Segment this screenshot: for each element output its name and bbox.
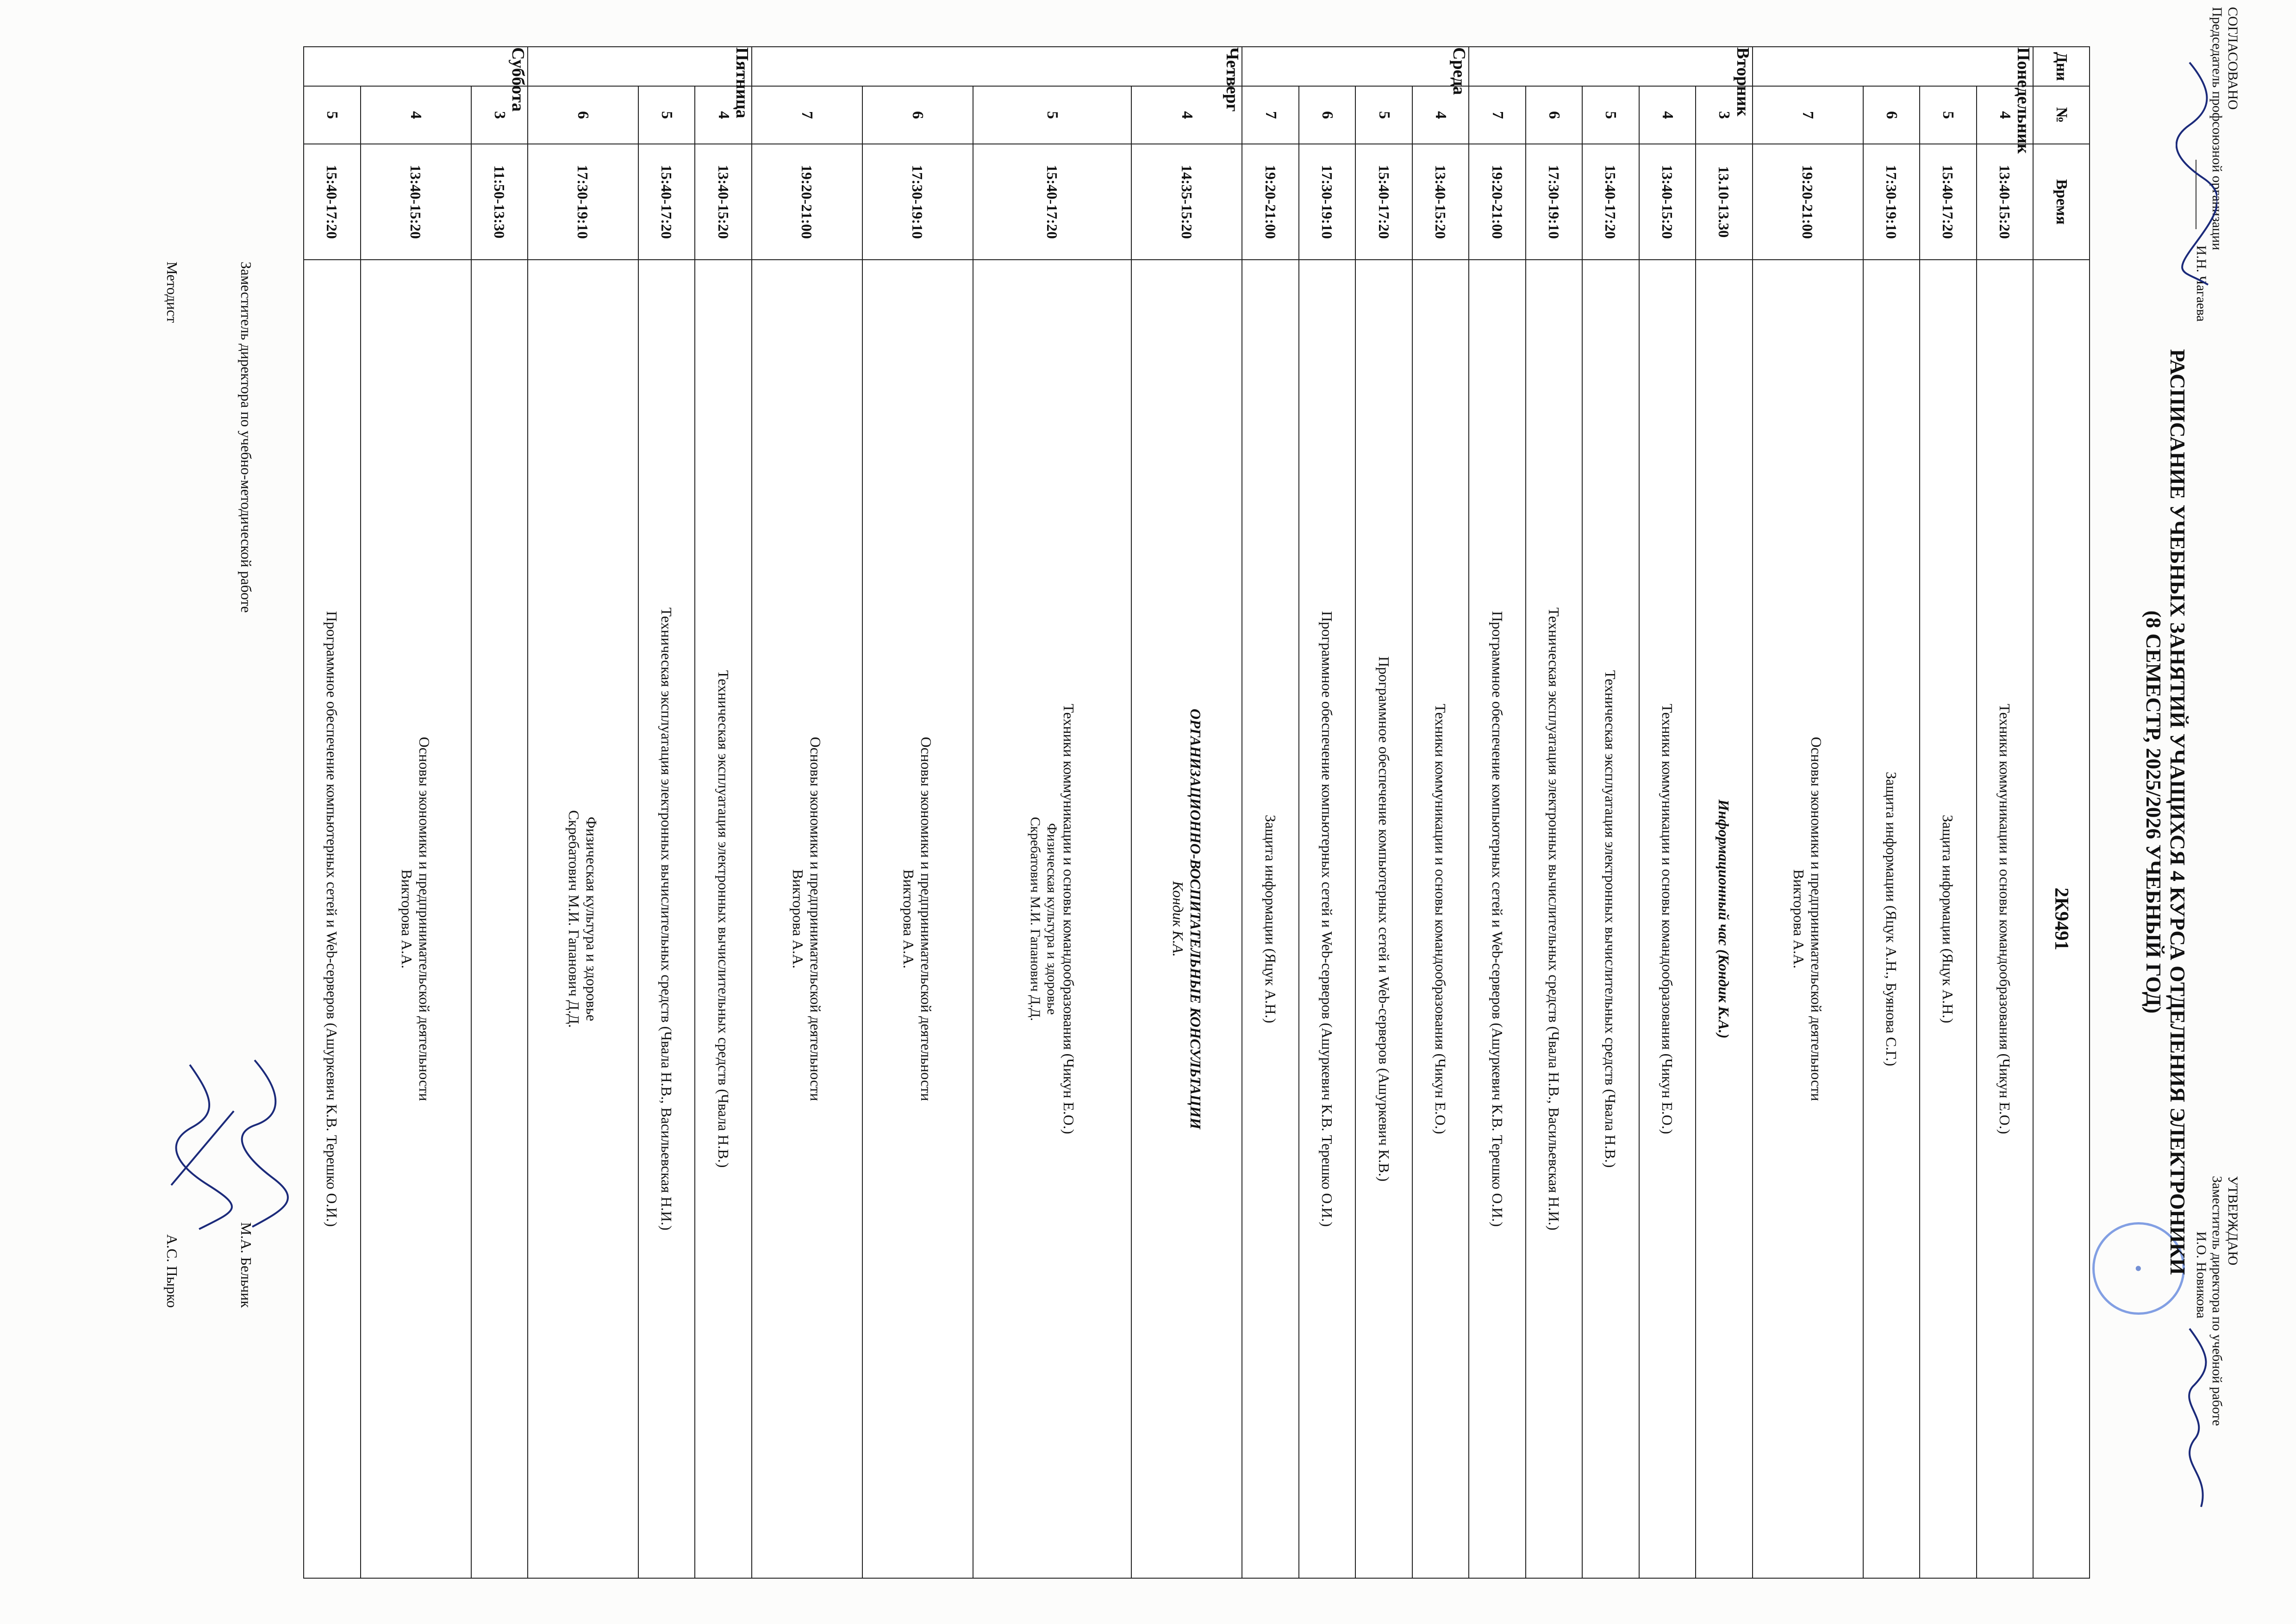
- day-tuesday: Вторник: [1469, 47, 1752, 86]
- lesson-subject: Техническая эксплуатация электронных вычислительных средств (Чвала Н.В., Васильевская Н.И.): [1526, 260, 1582, 1578]
- lesson-number: 4: [1639, 86, 1696, 144]
- lesson-subject-with-teacher: [361, 260, 471, 1578]
- right-approval-name: И.О. Новикова: [2194, 1231, 2209, 1318]
- bottom-signatures: [157, 1042, 292, 1236]
- day-friday: Пятница: [528, 47, 752, 86]
- table-row: [1469, 47, 1525, 1578]
- deputy-role: Заместитель директора по учебно-методической работе: [238, 262, 255, 613]
- schedule-title: [2141, 0, 2190, 1624]
- lesson-time: 15:40-17:20: [638, 144, 695, 260]
- right-approval-title: УТВЕРЖДАЮ: [2225, 1176, 2240, 1266]
- table-row: [1582, 47, 1639, 1578]
- lesson-time: 13:40-15:20: [361, 144, 471, 260]
- table-row: [361, 47, 471, 1578]
- lesson-time: 19:20-21:00: [1469, 144, 1525, 260]
- lesson-subject: Программное обеспечение компьютерных сетей и Web-серверов (Ашуркевич К.В. Терешко О.И.): [1469, 260, 1525, 1578]
- lesson-number: 5: [1920, 86, 1976, 144]
- right-approval: [2193, 1176, 2240, 1616]
- subject-alternate: Физическая культура и здоровье: [1044, 823, 1060, 1015]
- teacher-text: Викторова А.А.: [790, 869, 807, 969]
- subject-text: Основы экономики и предпринимательской деятельности: [918, 737, 935, 1101]
- lesson-number: 6: [1526, 86, 1582, 144]
- table-row: [1863, 47, 1920, 1578]
- methodist-name: А.С. Пырко: [164, 1234, 181, 1308]
- title-line-2: (8 СЕМЕСТР, 2025/2026 УЧЕБНЫЙ ГОД): [2142, 610, 2165, 1014]
- subject-text: Основы экономики и предпринимательской деятельности: [416, 737, 433, 1101]
- split-lesson-subjects: [973, 260, 1132, 1578]
- lesson-number: 6: [1863, 86, 1920, 144]
- methodist-role: Методист: [164, 262, 181, 323]
- lesson-time: 13.10-13.30: [1696, 144, 1752, 260]
- lesson-time: 15:40-17:20: [973, 144, 1132, 260]
- lesson-subject: Программное обеспечение компьютерных сетей и Web-серверов (Ашуркевич К.В.): [1355, 260, 1412, 1578]
- organizational-consultations: [1132, 260, 1242, 1578]
- lesson-time: 17:30-19:10: [1526, 144, 1582, 260]
- lesson-number: 7: [752, 86, 862, 144]
- lesson-number: 5: [304, 86, 361, 144]
- table-row: [862, 47, 973, 1578]
- lesson-number: 6: [862, 86, 973, 144]
- table-row: [1753, 47, 1863, 1578]
- lesson-number: 5: [1355, 86, 1412, 144]
- information-hour: Информационный час (Кондик К.А.): [1696, 260, 1752, 1578]
- group-code: 2К9491: [2033, 260, 2090, 1578]
- lesson-subject: Защита информации (Яцук А.Н., Буянова С.Г.): [1863, 260, 1920, 1578]
- table-row: [695, 47, 751, 1578]
- lesson-number: 4: [1977, 86, 2033, 144]
- table-row: [1920, 47, 1976, 1578]
- header-number: №: [2033, 86, 2090, 144]
- lesson-time: 19:20-21:00: [1242, 144, 1298, 260]
- lesson-number: 7: [1469, 86, 1525, 144]
- lesson-number: 3: [1696, 86, 1752, 144]
- teacher-alternate: Скребатович М.И. Гапанович Д.Д.: [1028, 817, 1043, 1021]
- lesson-number: 7: [1242, 86, 1298, 144]
- lesson-number: 5: [638, 86, 695, 144]
- lesson-subject: Программное обеспечение компьютерных сетей и Web-серверов (Ашуркевич К.В. Терешко О.И.): [1299, 260, 1355, 1578]
- day-saturday: Суббота: [304, 47, 528, 86]
- table-row: [1639, 47, 1696, 1578]
- lesson-number: 4: [695, 86, 751, 144]
- lesson-subject: Защита информации (Яцук А.Н.): [1242, 260, 1298, 1578]
- subject-text: Основы экономики и предпринимательской деятельности: [807, 737, 824, 1101]
- lesson-subject: Защита информации (Яцук А.Н.): [1920, 260, 1976, 1578]
- lesson-subject-with-teacher: [1753, 260, 1863, 1578]
- teacher-text: Скребатович М.И. Гапанович Д.Д.: [566, 810, 583, 1028]
- lesson-subject: Техническая эксплуатация электронных вычислительных средств (Чвала Н.В.): [1582, 260, 1639, 1578]
- day-wednesday: Среда: [1242, 47, 1469, 86]
- lesson-time: 11:50-13:30: [471, 144, 528, 260]
- header-time: Время: [2033, 144, 2090, 260]
- lesson-number: 4: [1412, 86, 1469, 144]
- lesson-subject: Техническая эксплуатация электронных вычислительных средств (Чвала Н.В.): [695, 260, 751, 1578]
- lesson-number: 5: [1582, 86, 1639, 144]
- lesson-time: 17:30-19:10: [1863, 144, 1920, 260]
- lesson-time: 17:30-19:10: [862, 144, 973, 260]
- left-approval-title: СОГЛАСОВАНО: [2225, 7, 2240, 110]
- table-row: [1299, 47, 1355, 1578]
- subject-text: Основы экономики и предпринимательской деятельности: [1808, 737, 1825, 1101]
- lesson-time: 13:40-15:20: [695, 144, 751, 260]
- day-monday: Понедельник: [1753, 47, 2033, 86]
- lesson-time: 17:30-19:10: [1299, 144, 1355, 260]
- lesson-number: 7: [1753, 86, 1863, 144]
- lesson-time: 15:40-17:20: [1355, 144, 1412, 260]
- teacher-text: Викторова А.А.: [1791, 869, 1808, 969]
- lesson-time: 14:35-15:20: [1132, 144, 1242, 260]
- lesson-time: 13:40-15:20: [1412, 144, 1469, 260]
- lesson-number: 6: [528, 86, 638, 144]
- left-approval-role: Председатель профсоюзной организации: [2209, 7, 2225, 250]
- schedule-table: [303, 46, 2090, 1579]
- lesson-subject: Техники коммуникации и основы командообразования (Чикун Е.О.): [1639, 260, 1696, 1578]
- lesson-time: 19:20-21:00: [752, 144, 862, 260]
- table-row: [471, 47, 528, 1578]
- consultation-title: ОРГАНИЗАЦИОННО-ВОСПИТАТЕЛЬНЫЕ КОНСУЛЬТАЦИИ: [1187, 708, 1204, 1130]
- lesson-time: 15:40-17:20: [1582, 144, 1639, 260]
- lesson-time: 15:40-17:20: [304, 144, 361, 260]
- left-approval-name: И.Н. Чагаева: [2194, 245, 2209, 322]
- round-stamp: ●: [2092, 1222, 2185, 1315]
- right-approval-role: Заместитель директора по учебной работе: [2209, 1176, 2225, 1426]
- table-row: [1355, 47, 1412, 1578]
- subject-text: Техники коммуникации и основы командообразования (Чикун Е.О.): [1061, 704, 1078, 1134]
- table-row: [1526, 47, 1582, 1578]
- subject-text: Физическая культура и здоровье: [583, 817, 600, 1021]
- lesson-number: 4: [361, 86, 471, 144]
- empty-lesson-subject: [471, 260, 528, 1578]
- lesson-number: 6: [1299, 86, 1355, 144]
- table-row: [1242, 47, 1298, 1578]
- table-header-row: [2033, 47, 2090, 1578]
- lesson-subject-with-teacher: [752, 260, 862, 1578]
- table-row: [1132, 47, 1242, 1578]
- lesson-number: 4: [1132, 86, 1242, 144]
- lesson-time: 15:40-17:20: [1920, 144, 1976, 260]
- table-row: [973, 47, 1132, 1578]
- lesson-subject-with-teacher: [528, 260, 638, 1578]
- lesson-subject-with-teacher: [862, 260, 973, 1578]
- lesson-time: 17:30-19:10: [528, 144, 638, 260]
- day-thursday: Четверг: [752, 47, 1242, 86]
- lesson-time: 13:40-15:20: [1639, 144, 1696, 260]
- lesson-subject: Техники коммуникации и основы командообразования (Чикун Е.О.): [1977, 260, 2033, 1578]
- table-row: [638, 47, 695, 1578]
- table-row: [1412, 47, 1469, 1578]
- lesson-time: 13:40-15:20: [1977, 144, 2033, 260]
- lesson-subject: Техническая эксплуатация электронных вычислительных средств (Чвала Н.В., Васильевская Н.И.): [638, 260, 695, 1578]
- consultation-teacher: Кондик К.А.: [1169, 881, 1186, 957]
- lesson-subject: Техники коммуникации и основы командообразования (Чикун Е.О.): [1412, 260, 1469, 1578]
- lesson-subject: Программное обеспечение компьютерных сетей и Web-серверов (Ашуркевич К.В. Терешко О.И.): [304, 260, 361, 1578]
- table-row: [528, 47, 638, 1578]
- lesson-number: 5: [973, 86, 1132, 144]
- table-row: [752, 47, 862, 1578]
- title-line-1: РАСПИСАНИЕ УЧЕБНЫХ ЗАНЯТИЙ УЧАЩИХСЯ 4 КУРСА ОТДЕЛЕНИЯ ЭЛЕКТРОНИКИ: [2166, 349, 2190, 1275]
- left-approval: [2190, 7, 2240, 447]
- teacher-text: Викторова А.А.: [900, 869, 917, 969]
- header-days: Дни: [2033, 47, 2090, 86]
- lesson-time: 19:20-21:00: [1753, 144, 1863, 260]
- lesson-number: 3: [471, 86, 528, 144]
- table-row: [1696, 47, 1752, 1578]
- deputy-name: М.А. Бельчик: [238, 1222, 255, 1308]
- table-row: [304, 47, 361, 1578]
- teacher-text: Викторова А.А.: [399, 869, 416, 969]
- table-row: [1977, 47, 2033, 1578]
